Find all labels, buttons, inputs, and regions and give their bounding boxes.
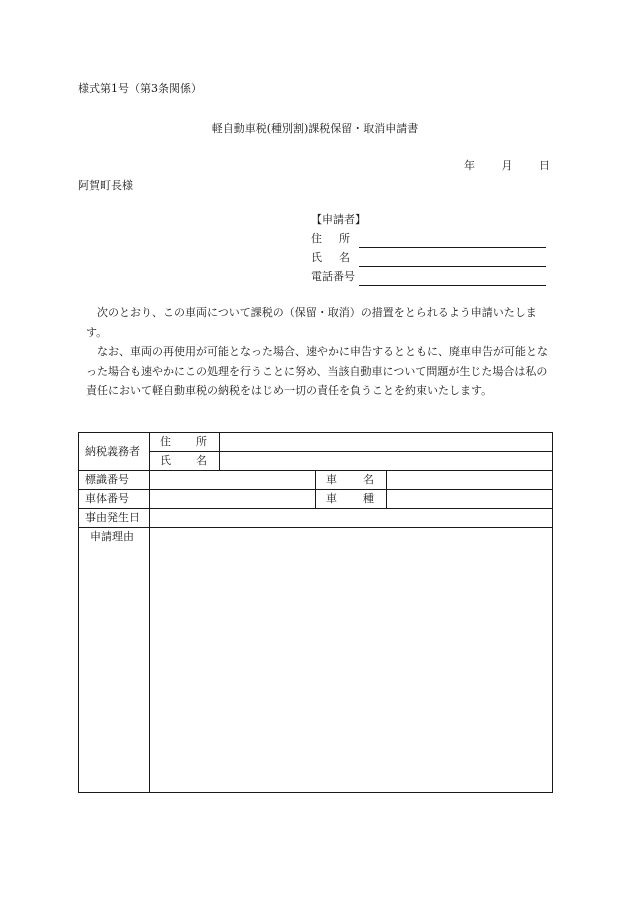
- taxpayer-name-field[interactable]: [220, 452, 553, 471]
- event-date-field[interactable]: [150, 509, 553, 528]
- reason-field[interactable]: [150, 528, 553, 793]
- chassis-number-label: 車体番号: [79, 490, 150, 509]
- vehicle-name-field[interactable]: [387, 471, 553, 490]
- body-text: [86, 303, 552, 401]
- applicant-address-field[interactable]: [359, 233, 546, 248]
- date-line: [464, 157, 550, 173]
- taxpayer-address-field[interactable]: [220, 433, 553, 452]
- body-paragraph-2: なお、車両の再使用が可能となった場合、速やかに申告するとともに、廃車申告が可能となった場合も速やかにこの処理を行うことに努め、当該自動車について問題が生じた場合は私の責任において軽自動車税の納税をはじめ一切の責任を負うことを約束いたします。: [86, 345, 548, 397]
- applicant-phone-field[interactable]: [359, 271, 546, 286]
- month-label: 月: [501, 159, 513, 172]
- reason-label: 申請理由: [79, 528, 150, 793]
- plate-number-field[interactable]: [150, 471, 316, 490]
- applicant-name-label: 氏名: [311, 251, 367, 264]
- vehicle-name-label: 車 名: [316, 471, 387, 490]
- vehicle-type-label: 車 種: [316, 490, 387, 509]
- taxpayer-label: 納税義務者: [79, 433, 150, 471]
- form-number: 様式第1号（第3条関係）: [78, 82, 202, 95]
- applicant-block: [311, 210, 546, 286]
- plate-number-label: 標識番号: [79, 471, 150, 490]
- recipient: 阿賀町長様: [78, 179, 133, 192]
- year-label: 年: [464, 159, 475, 172]
- document-title: 軽自動車税(種別割)課税保留・取消申請書: [211, 122, 419, 135]
- applicant-phone-label: 電話番号: [311, 270, 355, 283]
- chassis-number-field[interactable]: [150, 490, 316, 509]
- applicant-name-field[interactable]: [359, 252, 546, 267]
- day-label: 日: [539, 159, 550, 172]
- applicant-address-label: 住所: [311, 232, 367, 245]
- application-table: [78, 432, 553, 793]
- applicant-heading: 【申請者】: [311, 213, 366, 226]
- event-date-label: 事由発生日: [79, 509, 150, 528]
- taxpayer-name-label: 氏 名: [150, 452, 220, 471]
- taxpayer-address-label: 住 所: [150, 433, 220, 452]
- vehicle-type-field[interactable]: [387, 490, 553, 509]
- body-paragraph-1: 次のとおり、この車両について課税の（保留・取消）の措置をとられるよう申請いたします。: [86, 306, 537, 339]
